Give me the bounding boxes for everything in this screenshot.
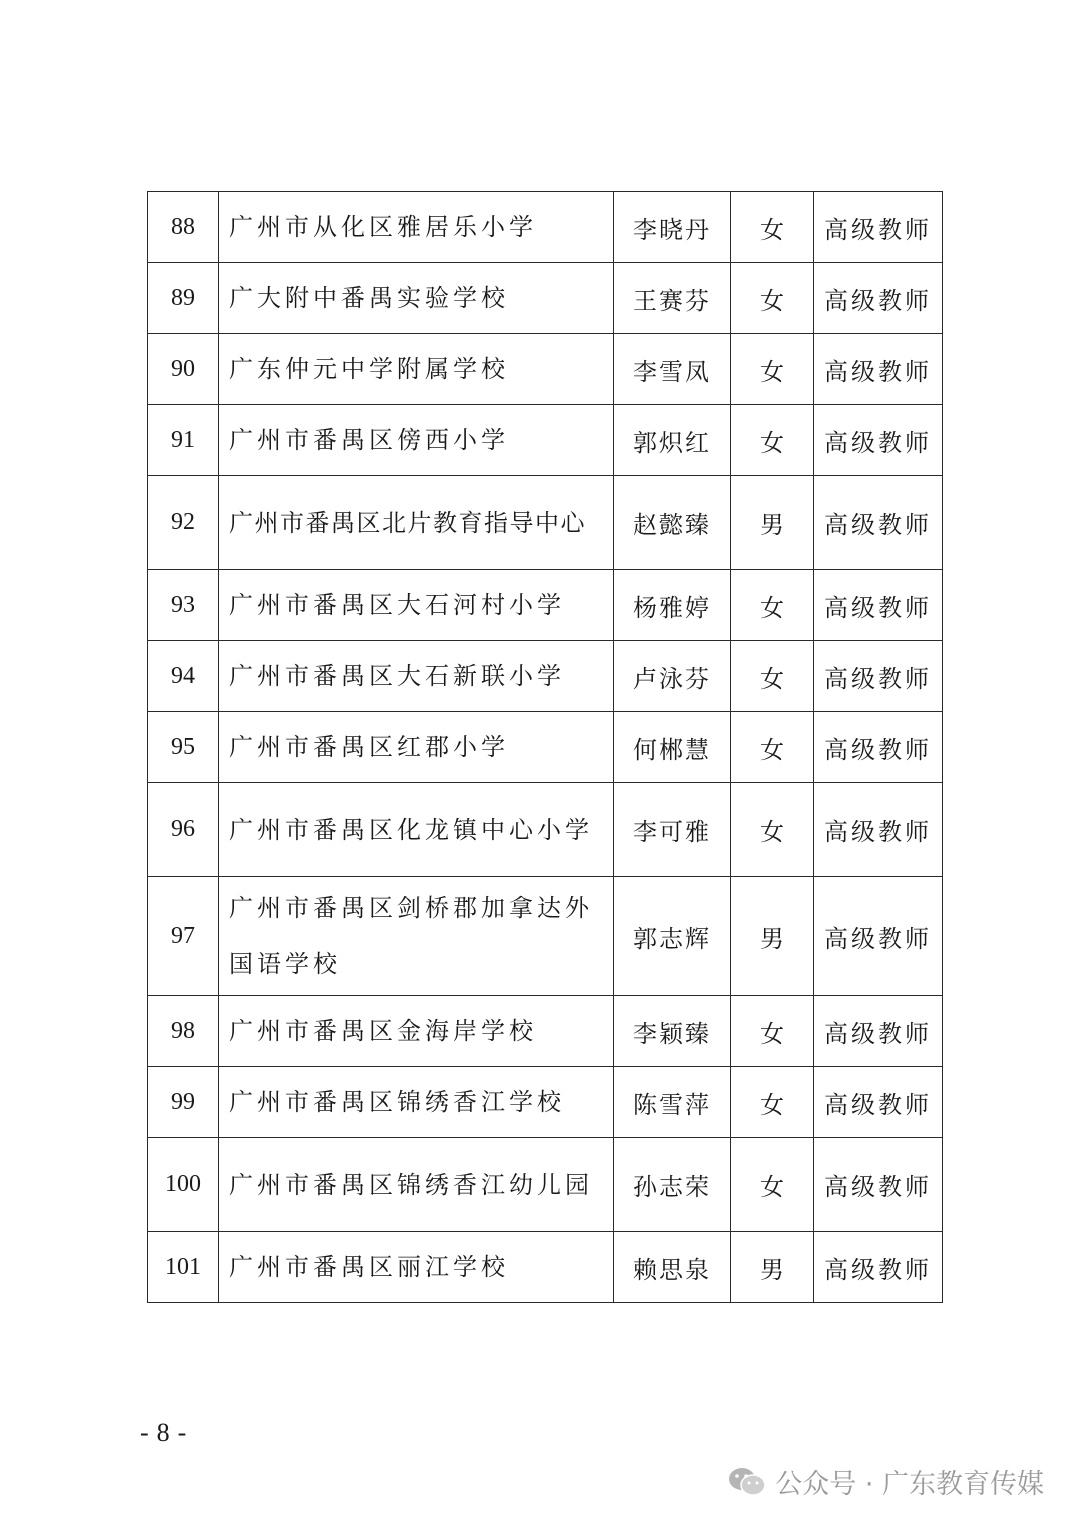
school-name: 广州市番禺区大石新联小学 [219,641,614,712]
school-name: 广州市从化区雅居乐小学 [219,192,614,263]
teacher-gender: 女 [731,570,814,641]
teacher-gender: 女 [731,1067,814,1138]
watermark-text: 公众号 · 广东教育传媒 [775,1469,1044,1500]
teacher-gender: 女 [731,334,814,405]
school-name: 广州市番禺区丽江学校 [219,1232,614,1303]
row-number: 95 [148,712,219,783]
row-number: 92 [148,476,219,570]
teacher-title: 高级教师 [814,334,943,405]
teacher-name: 李雪凤 [614,334,731,405]
table-row [148,263,943,334]
row-number: 88 [148,192,219,263]
teacher-gender: 女 [731,263,814,334]
row-number: 90 [148,334,219,405]
teacher-name: 何郴慧 [614,712,731,783]
teacher-title: 高级教师 [814,1232,943,1303]
teacher-gender: 男 [731,877,814,996]
teacher-title: 高级教师 [814,192,943,263]
table-row [148,192,943,263]
table-row [148,334,943,405]
teacher-title: 高级教师 [814,263,943,334]
table-row [148,476,943,570]
school-name: 广州市番禺区大石河村小学 [219,570,614,641]
teacher-gender: 男 [731,476,814,570]
row-number: 101 [148,1232,219,1303]
school-name: 广州市番禺区剑桥郡加拿达外国语学校 [219,877,614,996]
school-name: 广州市番禺区金海岸学校 [219,996,614,1067]
table-row [148,570,943,641]
teacher-name: 李晓丹 [614,192,731,263]
school-name: 广州市番禺区傍西小学 [219,405,614,476]
teacher-title: 高级教师 [814,712,943,783]
teacher-name: 陈雪萍 [614,1067,731,1138]
teacher-list-table-container [147,191,943,1303]
table-row [148,783,943,877]
table-row [148,1232,943,1303]
school-name: 广大附中番禺实验学校 [219,263,614,334]
watermark [727,1462,1044,1501]
row-number: 93 [148,570,219,641]
school-name: 广州市番禺区化龙镇中心小学 [219,783,614,877]
row-number: 99 [148,1067,219,1138]
teacher-list-table [147,191,943,1303]
table-row [148,405,943,476]
teacher-name: 李颖臻 [614,996,731,1067]
school-name: 广州市番禺区锦绣香江幼儿园 [219,1138,614,1232]
teacher-gender: 女 [731,996,814,1067]
row-number: 98 [148,996,219,1067]
table-row [148,877,943,996]
row-number: 97 [148,877,219,996]
wechat-icon [727,1466,767,1498]
row-number: 96 [148,783,219,877]
teacher-gender: 女 [731,405,814,476]
school-name: 广东仲元中学附属学校 [219,334,614,405]
teacher-name: 郭志辉 [614,877,731,996]
teacher-title: 高级教师 [814,996,943,1067]
row-number: 100 [148,1138,219,1232]
table-row [148,996,943,1067]
teacher-title: 高级教师 [814,476,943,570]
teacher-title: 高级教师 [814,1138,943,1232]
school-name: 广州市番禺区北片教育指导中心 [219,476,614,570]
table-row [148,1138,943,1232]
table-row [148,641,943,712]
teacher-gender: 女 [731,712,814,783]
teacher-title: 高级教师 [814,1067,943,1138]
teacher-title: 高级教师 [814,405,943,476]
teacher-title: 高级教师 [814,570,943,641]
table-body [148,192,943,1303]
teacher-gender: 女 [731,192,814,263]
row-number: 94 [148,641,219,712]
page-number: -8- [140,1418,195,1447]
teacher-title: 高级教师 [814,783,943,877]
teacher-name: 卢泳芬 [614,641,731,712]
row-number: 91 [148,405,219,476]
teacher-name: 郭炽红 [614,405,731,476]
teacher-gender: 女 [731,1138,814,1232]
teacher-name: 杨雅婷 [614,570,731,641]
teacher-gender: 女 [731,641,814,712]
table-row [148,712,943,783]
table-row [148,1067,943,1138]
school-name: 广州市番禺区锦绣香江学校 [219,1067,614,1138]
row-number: 89 [148,263,219,334]
teacher-title: 高级教师 [814,641,943,712]
teacher-gender: 男 [731,1232,814,1303]
teacher-name: 赵懿臻 [614,476,731,570]
school-name: 广州市番禺区红郡小学 [219,712,614,783]
teacher-name: 孙志荣 [614,1138,731,1232]
teacher-gender: 女 [731,783,814,877]
teacher-name: 赖思泉 [614,1232,731,1303]
teacher-name: 王赛芬 [614,263,731,334]
teacher-title: 高级教师 [814,877,943,996]
teacher-name: 李可雅 [614,783,731,877]
